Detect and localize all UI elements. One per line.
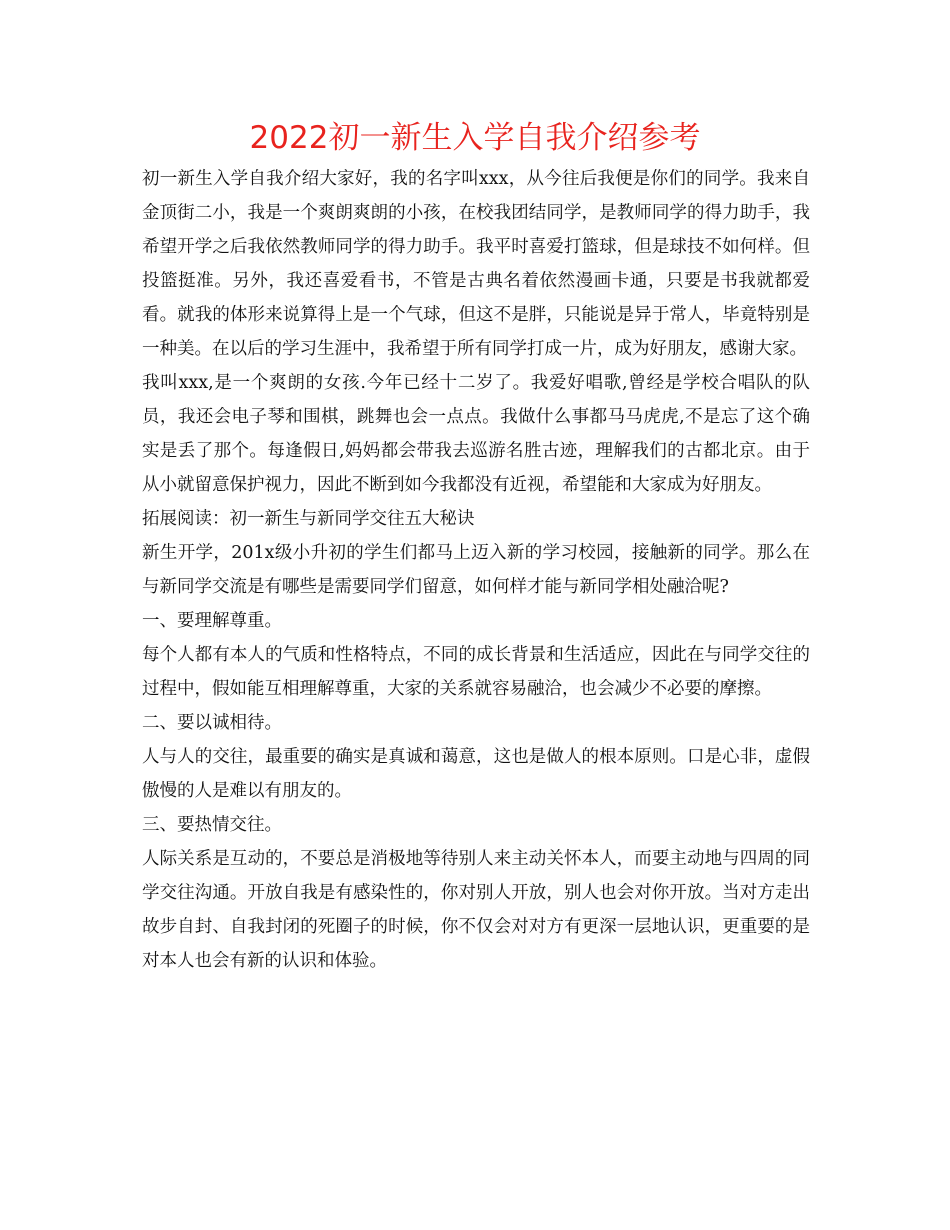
section-body-3: 人际关系是互动的，不要总是消极地等待别人来主动关怀本人，而要主动地与四周的同学交往沟通。开放自我是有感染性的，你对别人开放，别人也会对你开放。当对方走出故步自封、自我封闭的死圈子的时候，你不仅会对对方有更深一层地认识，更重要的是对本人也会有新的认识和体验。	[142, 849, 810, 971]
section-heading-1: 一、要理解尊重。	[142, 611, 282, 631]
section-heading-3: 三、要热情交往。	[142, 815, 282, 835]
paragraph-intro-1: 初一新生入学自我介绍大家好，我的名字叫xxx，从今往后我便是你们的同学。我来自金顶街二小，我是一个爽朗爽朗的小孩，在校我团结同学，是教师同学的得力助手，我希望开学之后我依然教师同学的得力助手。我平时喜爱打篮球，但是球技不如何样。但投篮挺准。另外，我还喜爱看书，不管是古典名着依然漫画卡通，只要是书我就都爱看。就我的体形来说算得上是一个气球，但这不是胖，只能说是异于常人，毕竟特别是一种美。在以后的学习生涯中，我希望于所有同学打成一片，成为好朋友，感谢大家。	[142, 169, 810, 359]
paragraph-extended-reading: 拓展阅读：初一新生与新同学交往五大秘诀	[142, 509, 475, 529]
paragraph-intro-2: 我叫xxx,是一个爽朗的女孩.今年已经十二岁了。我爱好唱歌,曾经是学校合唱队的队员，我还会电子琴和围棋，跳舞也会一点点。我做什么事都马马虎虎,不是忘了这个确实是丢了那个。每逢假日,妈妈都会带我去巡游名胜古迹，理解我们的古都北京。由于从小就留意保护视力，因此不断到如今我都没有近视，希望能和大家成为好朋友。	[142, 373, 810, 495]
document-body	[142, 162, 810, 978]
section-body-1: 每个人都有本人的气质和性格特点，不同的成长背景和生活适应，因此在与同学交往的过程中，假如能互相理解尊重，大家的关系就容易融洽，也会减少不必要的摩擦。	[142, 645, 810, 699]
section-heading-2: 二、要以诚相待。	[142, 713, 282, 733]
paragraph-new-semester: 新生开学，201x级小升初的学生们都马上迈入新的学习校园，接触新的同学。那么在与新同学交流是有哪些是需要同学们留意，如何样才能与新同学相处融洽呢?	[142, 543, 810, 597]
section-body-2: 人与人的交往，最重要的确实是真诚和蔼意，这也是做人的根本原则。口是心非，虚假傲慢的人是难以有朋友的。	[142, 747, 810, 801]
document-title: 2022初一新生入学自我介绍参考	[249, 120, 701, 156]
